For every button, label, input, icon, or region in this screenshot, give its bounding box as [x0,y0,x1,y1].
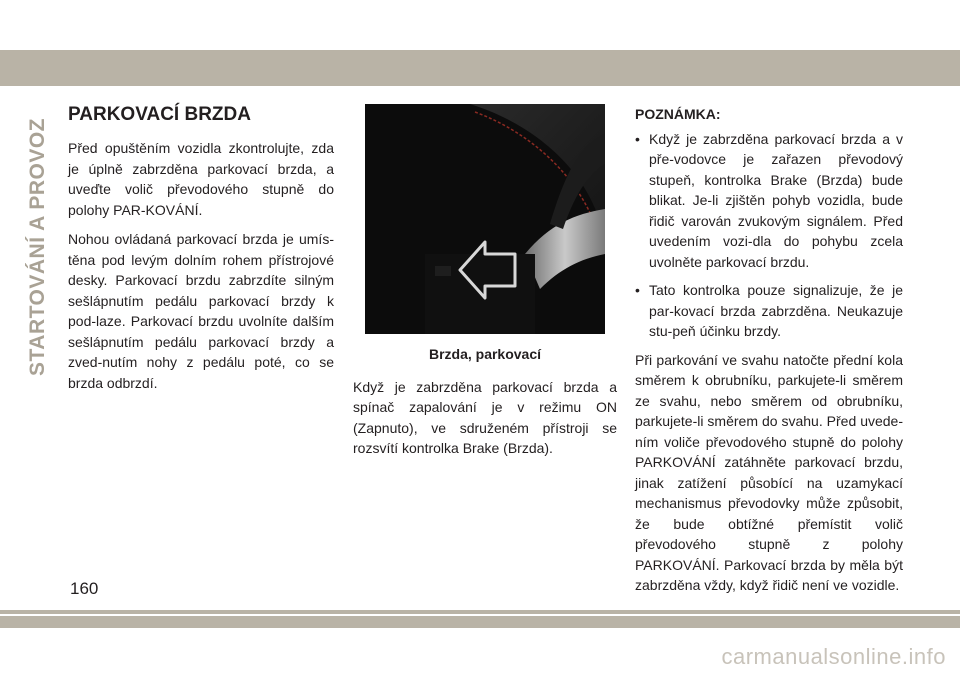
bullet-text: Tato kontrolka pouze signalizuje, že je par-kovací brzda zabrzděna. Neukazuje stu-peň účinku brzdy. [649,282,903,339]
bullet-text: Když je zabrzděna parkovací brzda a v pře-vodovce je zařazen převodový stupeň, kontrolka Brake (Brzda) bude blikat. Je-li zjištěn pohyb vozidla, bude řidič varován zvukovým signálem. Před uvedením vozi-dla do pohybu zcela uvolněte parkovací brzdu. [649,130,903,270]
header-band [0,50,960,86]
bullet-icon: • [635,130,640,147]
paragraph-2: Nohou ovládaná parkovací brzda je umís-těna pod levým dolním rohem přístrojové desky. Parkovací brzdu zabrzdíte silným sešlápnutím pedálu parkovací brzdy k pod-laze. Parkovací brzdu uvolníte dalším sešlápnutím pedálu parkovací brzdy a zved-nutím nohy z pedálu poté, co se brzda odbrzdí. [68,231,334,391]
note-bullet-1 [635,129,903,273]
column-1 [68,104,334,402]
paragraph-1: Před opuštěním vozidla zkontrolujte, zda je úplně zabrzděna parkovací brzda, a uveďte volič převodového stupně do polohy PAR-KOVÁNÍ. [68,140,334,218]
bullet-icon: • [635,282,640,298]
section-label: STARTOVÁNÍ A PROVOZ [26,117,49,376]
page-number: 160 [70,579,99,598]
note-title: POZNÁMKA: [635,106,721,122]
footer-band [0,616,960,628]
paragraph-4: Při parkování ve svahu natočte přední kola směrem k obrubníku, parkujete-li směrem ze svahu, nebo směrem od obrubníku, parkujete-li směrem do svahu. Před uvede-ním voliče převodového stupně do polohy PARKOVÁNÍ zatáhněte parkovací brzdu, jinak zatížení působící na uzamykací mechanismus převodovky může způsobit, že bude obtížné přemístit volič převodového stupně z polohy PARKOVÁNÍ. Parkovací brzda by měla být zabrzděna vždy, když řidič není ve vozidle. [635,351,903,593]
photo-caption: Brzda, parkovací [428,346,542,362]
parking-brake-photo [365,104,605,334]
watermark: carmanualsonline.info [721,644,946,669]
column-2 [353,104,617,468]
column-3 [635,104,903,605]
paragraph-3: Když je zabrzděna parkovací brzda a spínač zapalování je v režimu ON (Zapnuto), ve sdruženém přístroji se rozsvítí kontrolka Brake (Brzda). [353,378,617,456]
section-heading: PARKOVACÍ BRZDA [68,104,251,125]
note-bullet-2 [635,280,903,342]
footer-line [0,610,960,614]
